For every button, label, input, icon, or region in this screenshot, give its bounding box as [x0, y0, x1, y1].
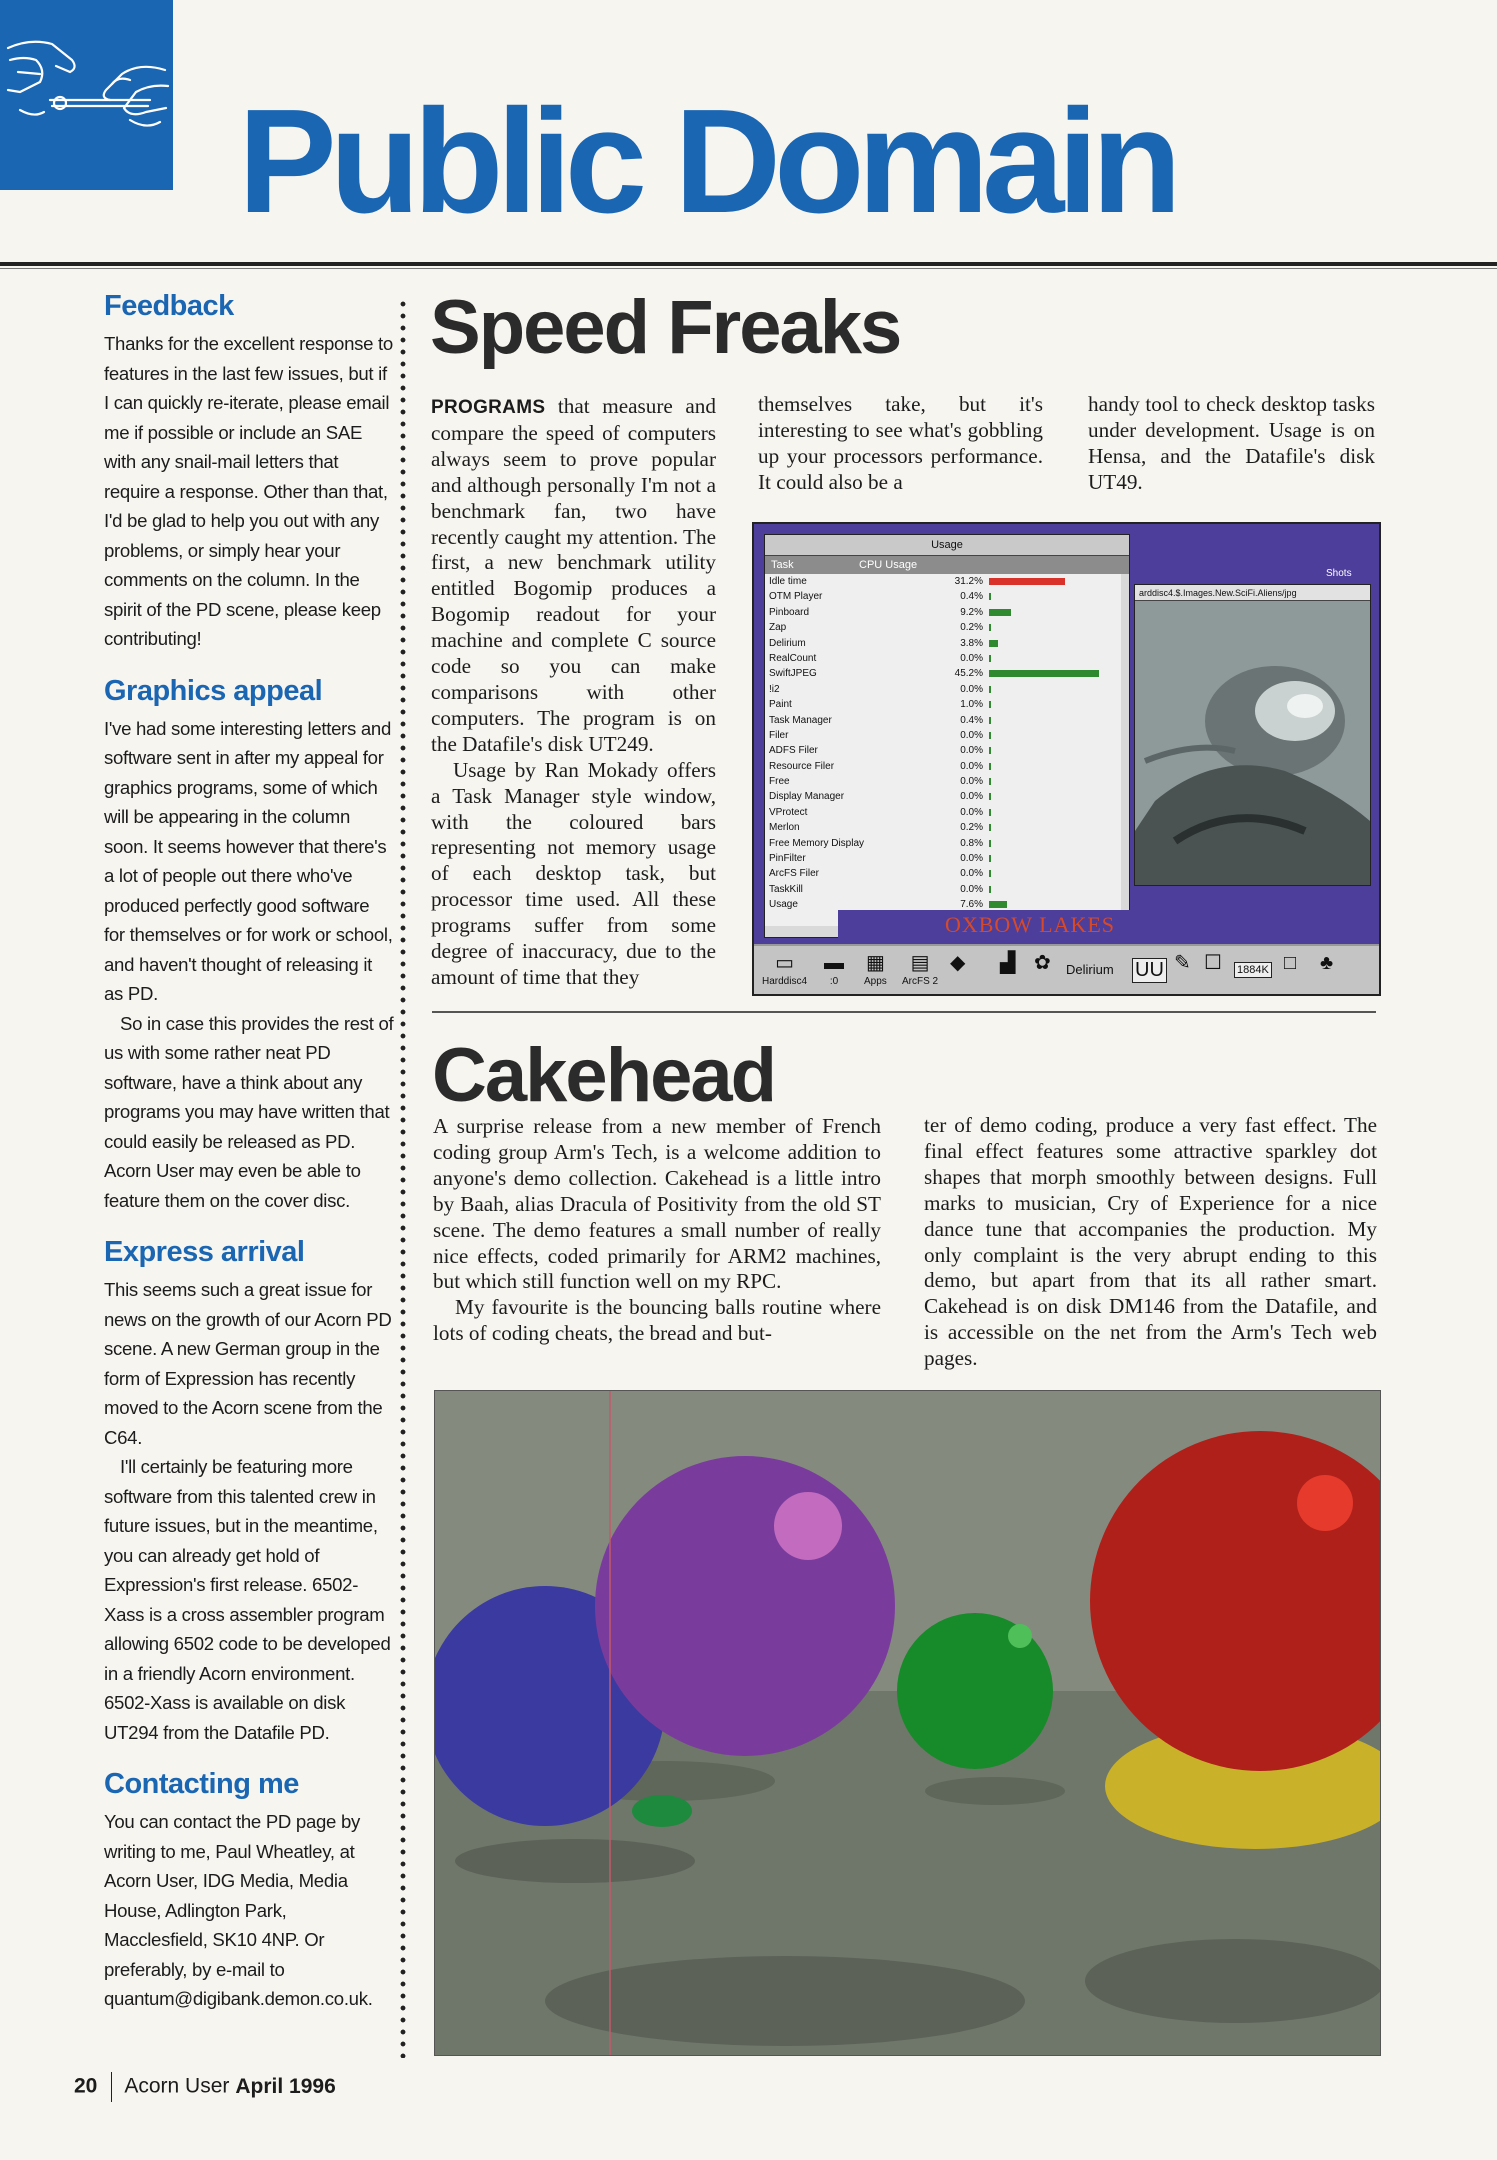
dotted-column-divider	[400, 298, 406, 2058]
task-cpu-bar	[989, 593, 991, 600]
task-cpu-bar	[989, 732, 991, 739]
task-name: Free	[769, 776, 790, 788]
article-text: handy tool to check desktop tasks under development. Usage is on Hensa, and the Datafile's disk UT49.	[1088, 392, 1375, 494]
article-text: My favourite is the bouncing balls routine where lots of coding cheats, the bread and but-	[433, 1295, 881, 1346]
article-title-cakehead: Cakehead	[432, 1033, 776, 1118]
icon-bar	[754, 944, 1379, 996]
speed-freaks-column-3	[1088, 392, 1375, 496]
task-cpu-percent: 0.2%	[960, 622, 983, 634]
task-cpu-percent: 0.0%	[960, 760, 983, 772]
sidebar-paragraph: This seems such a great issue for news on the growth of our Acorn PD scene. A new German group in the form of Expression has recently moved to the Acorn scene from the C64.	[104, 1279, 392, 1448]
task-cpu-bar	[989, 686, 991, 693]
article-text: ter of demo coding, produce a very fast effect. The final effect features some attractive sparkley dot shapes that morph smoothly between designs. Full marks to musician, Cry of Experience for a nice dance tune that accompanies the production. My only complaint is the very abrupt ending to this demo, but apart from that its all rather smart. Cakehead is on disk DM146 from the Datafile, and is accessible on the net from the Arm's Tech web pages.	[924, 1113, 1377, 1371]
sidebar-paragraph: I've had some interesting letters and software sent in after my appeal for graphics programs, some of which will be appearing in the column soon. It seems however that there's a lot of people out there who've produced perfectly good software for themselves or for work or school, and haven't thought of releasing it as PD.	[104, 717, 393, 1004]
memory-display[interactable]: 1884K	[1234, 962, 1272, 978]
alien-artwork	[1135, 601, 1370, 885]
oxbow-lakes-banner: OXBOW LAKES	[838, 910, 1222, 940]
task-name: SwiftJPEG	[769, 668, 817, 680]
task-cpu-percent: 7.6%	[960, 899, 983, 911]
task-cpu-bar	[989, 824, 991, 831]
task-name: Zap	[769, 622, 787, 634]
task-name: Usage	[769, 899, 798, 911]
task-name: Merlon	[769, 822, 800, 834]
sidebar-heading: Express arrival	[104, 1236, 305, 1268]
usage-task-row[interactable]	[765, 743, 1121, 758]
palette-icon[interactable]: ✿	[1034, 952, 1051, 974]
task-cpu-percent: 0.4%	[960, 714, 983, 726]
section-divider	[432, 1011, 1376, 1013]
cakehead-column-1	[433, 1114, 881, 1347]
page-number: 20	[74, 2074, 98, 2098]
usage-task-row[interactable]	[765, 774, 1121, 789]
task-cpu-bar	[989, 840, 991, 847]
article-title-speed-freaks: Speed Freaks	[430, 285, 901, 370]
delirium-icon[interactable]: Delirium	[1066, 962, 1114, 977]
task-cpu-percent: 0.0%	[960, 791, 983, 803]
task-name: OTM Player	[769, 591, 823, 603]
column-header-cpu: CPU Usage	[859, 559, 918, 571]
task-cpu-bar	[989, 670, 1099, 677]
speed-freaks-column-2	[758, 392, 1043, 496]
sidebar-section-express-arrival	[104, 1236, 394, 1747]
pen-icon[interactable]: ✎	[1174, 952, 1191, 974]
task-cpu-percent: 45.2%	[954, 668, 983, 680]
task-cpu-bar	[989, 793, 991, 800]
column-header-task: Task	[771, 559, 794, 571]
usage-task-row[interactable]	[765, 697, 1121, 712]
task-cpu-bar	[989, 701, 991, 708]
uu-icon[interactable]: UU	[1132, 958, 1167, 983]
graph-icon[interactable]: ▟	[1000, 952, 1016, 974]
task-cpu-percent: 31.2%	[954, 576, 983, 587]
usage-task-row[interactable]	[765, 728, 1121, 743]
issue-date: April 1996	[235, 2074, 336, 2098]
diamond-icon[interactable]: ◆	[950, 952, 966, 974]
task-cpu-percent: 0.0%	[960, 652, 983, 664]
task-cpu-percent: 0.0%	[960, 883, 983, 895]
hands-with-disc-icon	[0, 0, 173, 190]
task-cpu-percent: 3.8%	[960, 637, 983, 649]
box-icon[interactable]: □	[1284, 952, 1297, 974]
task-cpu-percent: 0.0%	[960, 683, 983, 695]
cakehead-column-2	[924, 1113, 1377, 1372]
usage-screenshot	[752, 522, 1381, 996]
image-window-title: arddisc4.$.Images.New.SciFi.Aliens/jpg	[1135, 585, 1370, 601]
task-cpu-bar	[989, 655, 991, 662]
task-name: TaskKill	[769, 883, 803, 895]
lead-word: PROGRAMS	[431, 397, 546, 418]
task-cpu-bar	[989, 717, 991, 724]
task-name: Pinboard	[769, 606, 810, 618]
task-name: Task Manager	[769, 714, 832, 726]
acorn-icon[interactable]: ♣	[1320, 952, 1334, 974]
task-name: Idle time	[769, 576, 807, 587]
article-text: A surprise release from a new member of French coding group Arm's Tech, is a welcome addition to anyone's demo collection. Cakehead is a little intro by Baah, alias Dracula of Positivity from the old ST scene. The demo features a small number of really nice effects, coded primarily for ARM2 machines, but which still function well on my RPC.	[433, 1114, 881, 1294]
bouncing-balls-screenshot	[434, 1390, 1381, 2056]
task-cpu-percent: 9.2%	[960, 606, 983, 618]
sidebar-heading: Feedback	[104, 290, 234, 322]
task-cpu-bar	[989, 778, 991, 785]
masthead-rule-thin	[0, 268, 1497, 269]
image-viewer-window	[1134, 584, 1371, 886]
task-name: Filer	[769, 729, 789, 741]
task-name: ADFS Filer	[769, 745, 818, 757]
speed-freaks-column-1	[431, 394, 716, 991]
page-title: Public Domain	[238, 79, 1175, 244]
apps-icon[interactable]: ▦ Apps	[864, 952, 887, 987]
sidebar-paragraph: I'll certainly be featuring more software from this talented crew in future issues, but in the meantime, you can already get hold of Expression's first release. 6502-Xass is a cross assembler program allowing 6502 code to be developed in a friendly Acorn environment. 6502-Xass is available on disk UT294 from the Datafile PD.	[104, 1456, 391, 1743]
sidebar-section-contacting-me	[104, 1768, 394, 2014]
magazine-name: Acorn User	[124, 2074, 230, 2098]
masthead-rule	[0, 262, 1497, 266]
sidebar-section-feedback	[104, 290, 394, 654]
task-cpu-bar	[989, 886, 991, 893]
task-cpu-bar	[989, 747, 991, 754]
task-cpu-percent: 0.4%	[960, 591, 983, 603]
usage-task-row[interactable]	[765, 651, 1121, 666]
task-name: !i2	[769, 683, 780, 695]
usage-task-row[interactable]	[765, 882, 1121, 897]
task-name: ArcFS Filer	[769, 868, 819, 880]
task-cpu-percent: 0.0%	[960, 868, 983, 880]
task-cpu-percent: 0.0%	[960, 745, 983, 757]
task-name: RealCount	[769, 652, 817, 664]
sidebar-paragraph: Thanks for the excellent response to features in the last few issues, but if I can quickly re-iterate, please email me if possible or include an SAE with any snail-mail letters that require a response. Other than that, I'd be glad to help you out with any problems, or simply hear your comments on the column. In the spirit of the PD scene, please keep contributing!	[104, 333, 393, 649]
task-cpu-bar	[989, 855, 991, 862]
usage-task-row[interactable]	[765, 574, 1121, 589]
usage-task-row[interactable]	[765, 866, 1121, 881]
desktop-icon-shots: Shots	[1326, 568, 1352, 579]
sidebar-paragraph: So in case this provides the rest of us with some rather neat PD software, have a think about any programs you may have written that could easily be released as PD. Acorn User may even be able to feature them on the cover disc.	[104, 1012, 394, 1211]
task-cpu-percent: 0.8%	[960, 837, 983, 849]
usage-task-row[interactable]	[765, 789, 1121, 804]
task-cpu-bar	[989, 809, 991, 816]
sidebar-paragraph: You can contact the PD page by writing to me, Paul Wheatley, at Acorn User, IDG Media, Media House, Adlington Park, Macclesfield, SK10 4NP. Or preferably, by e-mail to quantum@digibank.demon.co.uk.	[104, 1811, 373, 2009]
task-cpu-percent: 0.0%	[960, 853, 983, 865]
task-name: Delirium	[769, 637, 806, 649]
sidebar	[104, 290, 394, 2014]
usage-task-list	[765, 574, 1121, 926]
article-text: Usage by Ran Mokady offers a Task Manager style window, with the coloured bars representing not memory usage of each desktop task, but processor time used. All these programs suffer from some degree of inaccuracy, due to the amount of time that they	[431, 757, 716, 989]
usage-task-row[interactable]	[765, 605, 1121, 620]
floppy-drive-icon[interactable]: ▬ :0	[824, 952, 844, 987]
usage-task-row[interactable]	[765, 759, 1121, 774]
task-cpu-bar	[989, 609, 1011, 616]
task-cpu-bar	[989, 640, 998, 647]
task-cpu-bar	[989, 578, 1065, 585]
usage-window-title: Usage	[765, 535, 1129, 556]
section-logo	[0, 0, 173, 190]
task-name: VProtect	[769, 806, 808, 818]
usage-task-row[interactable]	[765, 682, 1121, 697]
usage-task-row[interactable]	[765, 820, 1121, 835]
task-cpu-percent: 0.0%	[960, 776, 983, 788]
task-cpu-percent: 1.0%	[960, 699, 983, 711]
usage-task-row[interactable]	[765, 589, 1121, 604]
arcfs-icon[interactable]: ▤ ArcFS 2	[902, 952, 939, 987]
task-cpu-percent: 0.0%	[960, 729, 983, 741]
harddisc-icon[interactable]: ▭ Harddisc4	[762, 952, 808, 987]
task-name: Paint	[769, 699, 792, 711]
usage-window	[764, 534, 1130, 938]
usage-task-row[interactable]	[765, 851, 1121, 866]
task-cpu-percent: 0.2%	[960, 822, 983, 834]
usage-task-row[interactable]	[765, 805, 1121, 820]
task-cpu-bar	[989, 763, 991, 770]
task-cpu-percent: 0.0%	[960, 806, 983, 818]
sidebar-heading: Graphics appeal	[104, 674, 323, 707]
usage-column-headers	[765, 556, 1129, 574]
task-cpu-bar	[989, 870, 991, 877]
task-name: PinFilter	[769, 853, 806, 865]
task-cpu-bar	[989, 624, 991, 631]
task-icon[interactable]: ☐	[1204, 952, 1222, 974]
sidebar-heading: Contacting me	[104, 1768, 299, 1800]
task-name: Free Memory Display	[769, 837, 865, 849]
task-name: Display Manager	[769, 791, 845, 803]
task-cpu-bar	[989, 901, 1007, 908]
usage-task-row[interactable]	[765, 713, 1121, 728]
page-footer	[74, 2072, 336, 2102]
usage-task-row[interactable]	[765, 620, 1121, 635]
task-name: Resource Filer	[769, 760, 835, 772]
sidebar-section-graphics-appeal	[104, 675, 394, 1216]
article-text: themselves take, but it's interesting to see what's gobbling up your processors performance. It could also be a	[758, 392, 1043, 494]
usage-task-row[interactable]	[765, 836, 1121, 851]
usage-task-row[interactable]	[765, 666, 1121, 681]
article-text: that measure and compare the speed of computers always seem to prove popular and although personally I'm not a benchmark fan, two have recently caught my attention. The first, a new benchmark utility entitled Bogomip produces a Bogomip readout for your machine and complete C source code so you can make comparisons with other computers. The program is on the Datafile's disk UT249.	[431, 394, 716, 756]
usage-task-row[interactable]	[765, 636, 1121, 651]
